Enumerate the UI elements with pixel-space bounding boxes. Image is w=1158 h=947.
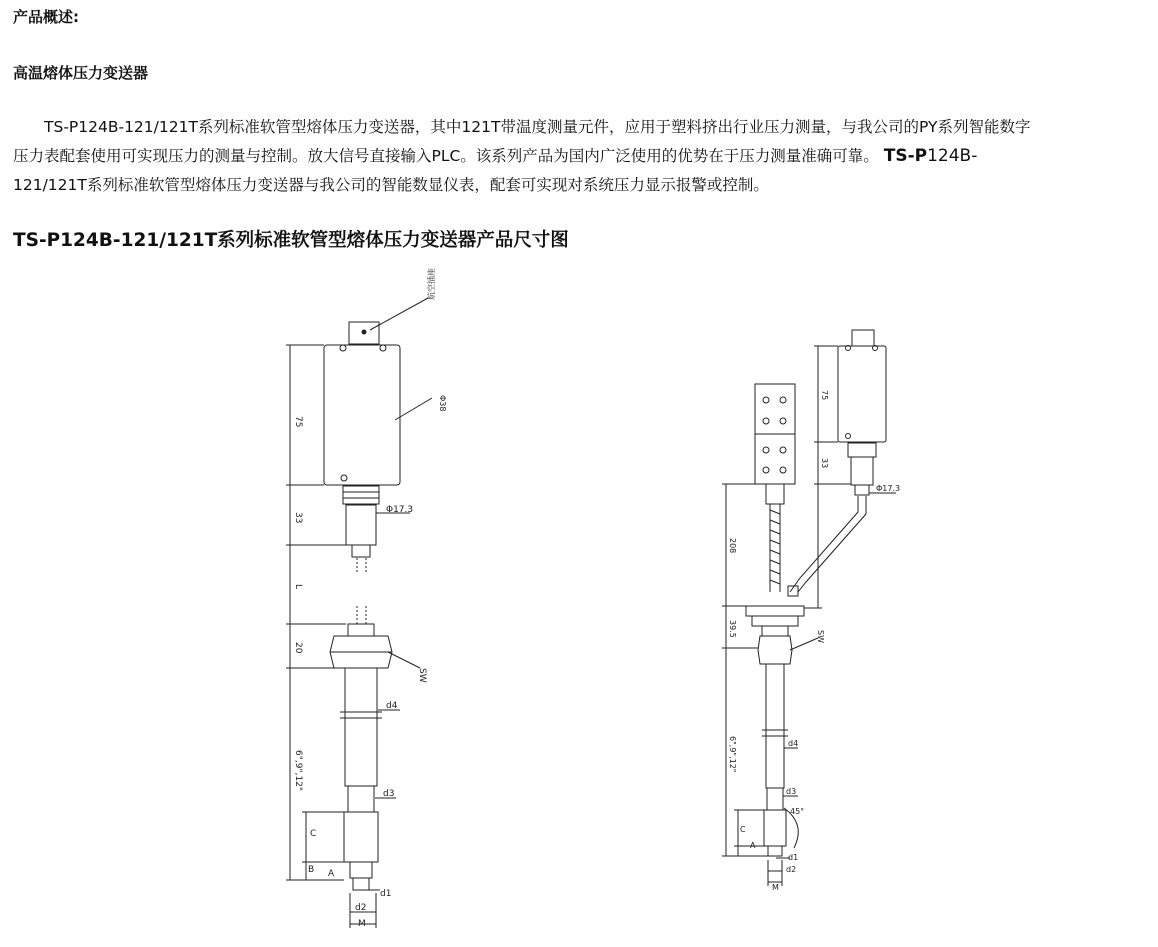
left-m-label: M (358, 919, 366, 929)
right-sw-label: SW (816, 630, 825, 643)
description-model-strong: TS-P (883, 146, 928, 166)
right-electronics-housing (838, 346, 886, 442)
right-stem-label: 6",9",12" (728, 736, 737, 773)
left-connector-label: 航空插座 (427, 268, 436, 300)
right-a-label: A (750, 841, 756, 850)
right-len33-label: 33 (820, 458, 829, 469)
section-label: 产品概述: (13, 8, 79, 26)
right-d4-label: d4 (788, 739, 799, 748)
left-b-label: B (308, 865, 315, 875)
right-d2-label: d2 (786, 865, 797, 874)
left-a-label: A (328, 869, 335, 879)
product-heading: 高温熔体压力变送器 (13, 64, 149, 82)
left-d2-label: d2 (355, 903, 367, 913)
right-dia173-label: Φ17.3 (876, 484, 901, 493)
left-sw-label: SW (417, 668, 427, 683)
left-len33-label: 33 (293, 512, 303, 524)
right-sensor-drawing (722, 330, 900, 892)
right-m-label: M (772, 883, 779, 892)
description-line-2-text: 压力表配套使用可实现压力的测量与控制。放大信号直接输入PLC。该系列产品为国内广泛使用的优势在于压力测量准确可靠。 (13, 147, 879, 165)
left-d4-label: d4 (386, 701, 398, 711)
left-c-label: C (310, 829, 317, 839)
right-angle-label: 45° (790, 807, 805, 816)
left-d1-label: d1 (380, 889, 392, 899)
right-len75-label: 75 (820, 390, 829, 401)
left-dia173-label: Φ17.3 (386, 505, 414, 515)
left-l-label: L (293, 584, 303, 590)
description-line-3-text: 121/121T系列标准软管型熔体压力变送器与我公司的智能数显仪表，配套可实现对系统压力显示报警或控制。 (13, 176, 769, 194)
left-d3-label: d3 (383, 789, 395, 799)
left-sensor-drawing (286, 268, 447, 929)
right-d3-label: d3 (786, 787, 797, 796)
left-len75-label: 75 (293, 416, 303, 428)
description-line-1-text: TS-P124B-121/121T系列标准软管型熔体压力变送器，其中121T带温度测量元件，应用于塑料挤出行业压力测量，与我公司的PY系列智能数字 (44, 118, 1031, 136)
dimension-drawing-title: TS-P124B-121/121T系列标准软管型熔体压力变送器产品尺寸图 (13, 230, 569, 251)
left-stem-label: 6",9",12" (293, 750, 303, 792)
left-len20-label: 20 (293, 642, 303, 654)
left-dia38-label: Φ38 (438, 395, 447, 412)
description-model-tail: 124B- (927, 146, 978, 166)
right-len395-label: 39.5 (728, 620, 737, 638)
right-len208-label: 208 (728, 538, 737, 554)
right-c-label: C (740, 825, 746, 834)
left-electronics-housing (324, 345, 400, 485)
left-connector-leader (370, 298, 428, 330)
right-d1-label: d1 (788, 853, 799, 862)
